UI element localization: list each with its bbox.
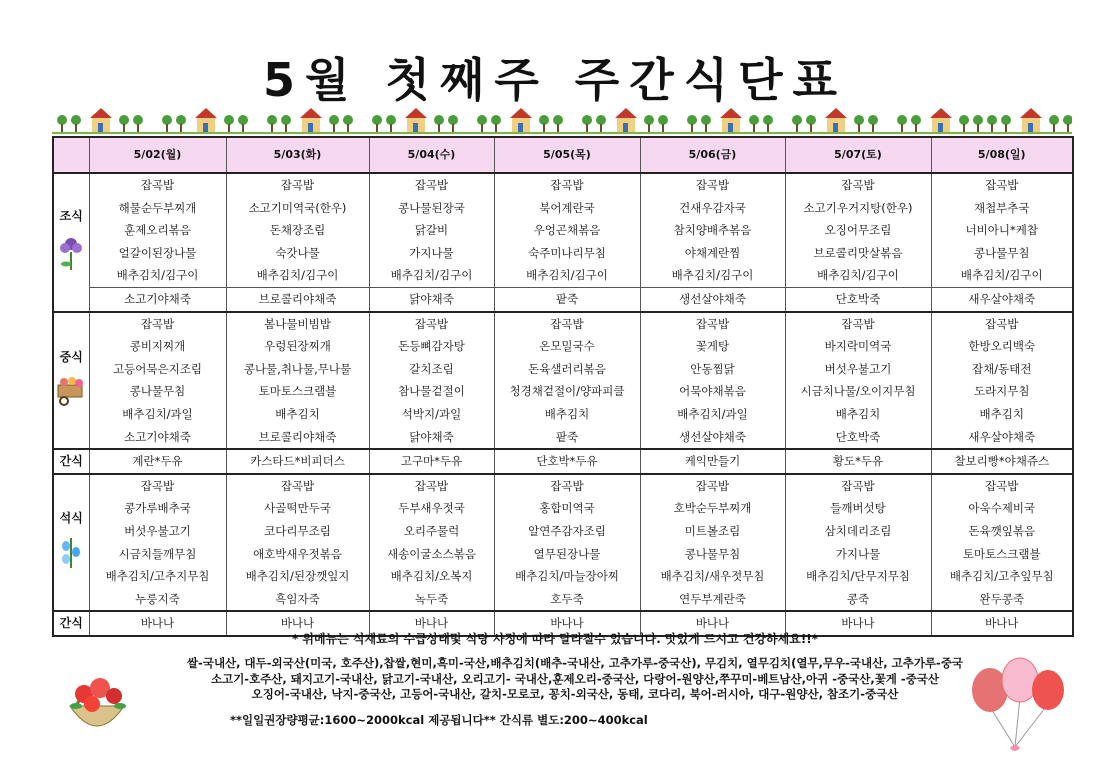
menu-item: 새송이굴소스볶음 — [387, 546, 476, 561]
menu-item: 잡곡밥 — [695, 316, 730, 331]
menu-cell — [785, 449, 931, 474]
day-header: 5/02(월) — [89, 137, 226, 173]
breakfast-row — [53, 173, 1073, 287]
menu-item: 숙주미나리무침 — [528, 245, 606, 260]
menu-item: 잡곡밥 — [841, 178, 875, 192]
breakfast-porridge-row — [53, 287, 1073, 311]
menu-item: 배추김치/새우젓무침 — [660, 569, 765, 584]
menu-cell — [931, 173, 1073, 287]
menu-item: 잡곡밥 — [985, 178, 1019, 192]
menu-item: 흑임자죽 — [275, 591, 320, 606]
origin-line: 소고기-호주산, 돼지고기-국내산, 닭고기-국내산, 오리고기- 국내산,훈제오리-중국산, 다랑어-원양산,쭈꾸미-베트남산,아귀 -중국산,꽃게 -중국산 — [210, 671, 940, 686]
flower-cart-icon — [55, 373, 87, 407]
menu-item: 재첩부추국 — [973, 200, 1030, 215]
menu-item: 잡곡밥 — [550, 178, 584, 192]
menu-cell — [931, 287, 1073, 311]
menu-item: 야채계란찜 — [684, 245, 741, 260]
menu-item: 배추김치/김구이 — [390, 268, 473, 283]
menu-item: 코다리무조림 — [264, 523, 331, 538]
menu-item: 단호박*두유 — [536, 454, 598, 469]
menu-item: 잡곡밥 — [985, 316, 1019, 331]
menu-item: 두부새우젓국 — [398, 501, 465, 516]
menu-item: 배추김치/오복지 — [390, 569, 473, 584]
menu-item: 새우살야채죽 — [968, 429, 1036, 444]
section-label-text: 간식 — [59, 454, 83, 469]
menu-item: 소고기야채죽 — [124, 429, 191, 444]
menu-cell — [931, 449, 1073, 474]
menu-item: 완두콩죽 — [979, 591, 1024, 606]
menu-item: 잡곡밥 — [414, 316, 449, 331]
section-label-text: 중식 — [59, 350, 83, 365]
menu-item: 녹두죽 — [414, 591, 449, 606]
menu-cell — [785, 173, 931, 287]
menu-cell — [640, 474, 785, 612]
menu-item: 봄나물비빔밥 — [264, 316, 331, 331]
menu-item: 잡곡밥 — [140, 478, 175, 493]
menu-item: 배추김치/단무지무침 — [806, 569, 910, 584]
menu-item: 바나나 — [414, 616, 449, 631]
menu-item: 시금치들깨무침 — [118, 546, 197, 561]
violet-icon — [56, 232, 86, 272]
menu-item: 생선살야채죽 — [679, 429, 746, 444]
menu-item: 잡곡밥 — [841, 478, 875, 493]
menu-cell — [226, 449, 369, 474]
menu-item: 참치양배추볶음 — [673, 223, 752, 238]
menu-item: 고구마*두유 — [400, 454, 463, 469]
menu-item: 홍합미역국 — [539, 501, 595, 516]
menu-cell — [931, 312, 1073, 450]
village-decoration — [52, 104, 1072, 134]
menu-cell — [89, 312, 226, 450]
menu-item: 바나나 — [985, 616, 1019, 631]
calorie-info: **일일권장량평균:1600~2000kcal 제공됩니다** 간식류 별도:200~400kcal — [230, 713, 648, 727]
menu-item: 배추김치/김구이 — [671, 268, 754, 283]
menu-item: 누룽지죽 — [135, 591, 180, 606]
menu-cell — [640, 173, 785, 287]
menu-item: 배추김치/과일 — [677, 406, 748, 421]
menu-item: 배추김치 — [275, 406, 320, 421]
section-label-dinner — [53, 474, 89, 612]
menu-cell — [89, 474, 226, 612]
menu-item: 카스타드*비피더스 — [250, 454, 345, 469]
menu-item: 고등어묵은지조림 — [113, 361, 202, 376]
menu-item: 배추김치/고추잎무침 — [949, 569, 1054, 584]
flower-basket-image — [56, 648, 138, 744]
section-label-text: 조식 — [59, 209, 83, 224]
menu-cell — [640, 312, 785, 450]
menu-item: 삼치데리조림 — [824, 523, 892, 538]
menu-item: 바나나 — [841, 616, 875, 631]
menu-item: 시금치나물/오이지무침 — [800, 384, 916, 399]
menu-item: 콩나물된장국 — [398, 200, 465, 215]
menu-item: 잡채/동태전 — [972, 361, 1032, 376]
section-label-text: 석식 — [59, 511, 83, 526]
menu-item: 배추김치/김구이 — [116, 268, 199, 283]
menu-cell — [369, 449, 494, 474]
day-header-row — [53, 137, 1073, 173]
menu-item: 바나나 — [550, 616, 584, 631]
menu-item: 닭야채죽 — [409, 291, 454, 306]
menu-item: 배추김치 — [835, 406, 881, 421]
section-label-breakfast — [53, 173, 89, 312]
day-header: 5/03(화) — [226, 137, 369, 173]
menu-cell — [785, 312, 931, 450]
menu-item: 사골떡만두국 — [264, 501, 331, 516]
day-header: 5/08(일) — [931, 137, 1073, 173]
menu-cell — [226, 173, 369, 287]
menu-item: 건새우감자국 — [679, 200, 746, 215]
menu-item: 잡곡밥 — [550, 478, 584, 493]
menu-item: 잡곡밥 — [140, 178, 175, 192]
menu-item: 돈육깻잎볶음 — [968, 523, 1036, 538]
menu-cell — [89, 287, 226, 311]
menu-item: 잡곡밥 — [414, 178, 449, 192]
menu-item: 돈등뼈감자탕 — [398, 339, 465, 354]
menu-item: 닭야채죽 — [409, 429, 454, 444]
dinner-row — [53, 474, 1073, 612]
menu-item: 버섯우불고기 — [124, 523, 191, 538]
menu-item: 바나나 — [140, 616, 175, 631]
menu-item: 잡곡밥 — [695, 478, 730, 493]
menu-item: 배추김치 — [544, 406, 590, 421]
menu-item: 브로콜리맛살볶음 — [813, 245, 903, 260]
origin-line: 오징어-국내산, 낙지-중국산, 고등어-국내산, 갈치-모로코, 꽁치-외국산, 동태, 코다리, 북어-러시아, 대구-원양산, 참조기-중국산 — [251, 687, 899, 701]
menu-item: 청경채겉절이/양파피클 — [509, 384, 625, 399]
menu-item: 오리주물럭 — [403, 523, 460, 538]
menu-item: 새우살야채죽 — [968, 291, 1036, 306]
menu-item: 소고기야채죽 — [124, 291, 191, 306]
menu-item: 잡곡밥 — [841, 316, 875, 331]
menu-cell — [226, 287, 369, 311]
menu-item: 훈제오리볶음 — [124, 223, 191, 238]
menu-cell — [89, 449, 226, 474]
menu-item: 가지나물 — [835, 546, 881, 561]
menu-item: 잡곡밥 — [695, 178, 730, 192]
menu-item: 닭갈비 — [414, 223, 449, 238]
menu-cell — [494, 287, 640, 311]
menu-item: 콩가루배추국 — [124, 501, 191, 516]
menu-item: 콩나물무침 — [129, 384, 186, 399]
menu-item: 바나나 — [695, 616, 730, 631]
menu-item: 잡곡밥 — [280, 178, 315, 192]
menu-cell — [494, 449, 640, 474]
menu-item: 잡곡밥 — [140, 316, 175, 331]
menu-item: 너비아니*케찹 — [965, 223, 1038, 238]
menu-item: 호박순두부찌개 — [673, 501, 752, 516]
menu-item: 팥죽 — [555, 291, 579, 306]
menu-item: 오징어무조림 — [824, 223, 892, 238]
menu-item: 콩비지찌개 — [129, 339, 186, 354]
menu-item: 배추김치/김구이 — [256, 268, 339, 283]
menu-cell — [494, 312, 640, 450]
menu-item: 잡곡밥 — [414, 478, 449, 493]
menu-cell — [369, 173, 494, 287]
menu-item: 잡곡밥 — [550, 316, 584, 331]
menu-item: 토마토스크램블 — [962, 546, 1041, 561]
menu-item: 어묵야채볶음 — [679, 384, 746, 399]
day-header: 5/04(수) — [369, 137, 494, 173]
menu-item: 온모밀국수 — [539, 339, 595, 354]
menu-change-notice: * 위메뉴는 식재료의 수급상태및 식당 사정에 따라 달라질수 있습니다. 맛있게 드시고 건강하세요!!* — [291, 632, 819, 646]
menu-item: 콩나물,취나물,무나물 — [243, 361, 352, 376]
menu-item: 가지나물 — [409, 245, 454, 260]
menu-item: 브로콜리야채죽 — [258, 429, 337, 444]
menu-item: 황도*두유 — [832, 454, 884, 469]
menu-item: 해물순두부찌개 — [118, 200, 197, 215]
menu-cell — [785, 474, 931, 612]
menu-item: 미트볼조림 — [684, 523, 741, 538]
menu-item: 버섯우불고기 — [824, 361, 892, 376]
menu-item: 브로콜리야채죽 — [258, 291, 337, 306]
menu-item: 숙갓나물 — [275, 245, 320, 260]
menu-item: 찰보리빵*야채쥬스 — [954, 454, 1050, 469]
menu-item: 케익만들기 — [684, 454, 741, 469]
menu-cell — [369, 287, 494, 311]
menu-item: 연두부계란죽 — [679, 591, 746, 606]
menu-item: 배추김치/김구이 — [526, 268, 608, 283]
menu-item: 북어계란국 — [539, 200, 595, 215]
day-header: 5/05(목) — [494, 137, 640, 173]
menu-item: 참나물겉절이 — [398, 384, 465, 399]
menu-item: 석박지/과일 — [401, 406, 462, 421]
menu-cell — [640, 287, 785, 311]
day-header: 5/06(금) — [640, 137, 785, 173]
menu-item: 배추김치/김구이 — [817, 268, 899, 283]
menu-item: 우엉곤채볶음 — [533, 223, 601, 238]
menu-cell — [494, 173, 640, 287]
menu-cell — [369, 312, 494, 450]
menu-item: 바지락미역국 — [824, 339, 892, 354]
menu-item: 배추김치/과일 — [122, 406, 193, 421]
menu-item: 단호박죽 — [835, 291, 881, 306]
menu-item: 잡곡밥 — [985, 478, 1019, 493]
menu-item: 알연주감자조림 — [528, 523, 606, 538]
menu-cell — [785, 287, 931, 311]
menu-item: 잡곡밥 — [280, 478, 315, 493]
menu-item: 들깨버섯탕 — [830, 501, 886, 516]
corner-cell — [53, 137, 89, 173]
origin-info — [150, 656, 1000, 703]
menu-item: 얼갈이된장나물 — [118, 245, 197, 260]
menu-item: 계란*두유 — [132, 454, 183, 469]
menu-item: 배추김치/고추지무침 — [105, 569, 210, 584]
menu-item: 열무된장나물 — [533, 546, 601, 561]
menu-item: 생선살야채죽 — [679, 291, 746, 306]
menu-item: 콩나물무침 — [973, 245, 1030, 260]
lunch-row — [53, 312, 1073, 450]
day-header: 5/07(토) — [785, 137, 931, 173]
menu-item: 배추김치/김구이 — [960, 268, 1043, 283]
menu-cell — [640, 449, 785, 474]
menu-item: 배추김치/된장깻잎지 — [245, 569, 350, 584]
menu-item: 꽃게탕 — [695, 339, 730, 354]
snack-row — [53, 449, 1073, 474]
menu-item: 소고기미역국(한우) — [248, 200, 347, 215]
menu-item: 콩나물무침 — [684, 546, 741, 561]
menu-item: 호두죽 — [550, 591, 584, 606]
menu-item: 단호박죽 — [835, 429, 881, 444]
menu-item: 갈치조림 — [409, 361, 454, 376]
menu-item: 안동찜닭 — [690, 361, 735, 376]
menu-item: 애호박새우젓볶음 — [253, 546, 342, 561]
menu-cell — [89, 173, 226, 287]
menu-item: 우렁된장찌개 — [264, 339, 331, 354]
menu-item: 소고기우거지탕(한우) — [803, 200, 913, 215]
menu-item: 돈채장조림 — [269, 223, 326, 238]
menu-item: 바나나 — [280, 616, 315, 631]
balloons-image — [960, 652, 1070, 762]
menu-item: 토마토스크램블 — [258, 384, 337, 399]
menu-cell — [931, 474, 1073, 612]
menu-item: 배추김치/마늘장아찌 — [515, 569, 619, 584]
section-label-snack — [53, 449, 89, 474]
menu-item: 팥죽 — [555, 429, 579, 444]
menu-cell — [369, 474, 494, 612]
bluebell-icon — [56, 534, 86, 570]
menu-item: 한방오리백숙 — [968, 339, 1036, 354]
origin-line: 쌀-국내산, 대두-외국산(미국, 호주산),찹쌀,현미,흑미-국산,배추김치(배추-국내산, 고추가루-중국산), 무김치, 열무김치(열무,무우-국내산, 고추가루-중국 — [186, 656, 964, 670]
weekly-menu-table — [52, 136, 1074, 637]
menu-item: 도라지무침 — [973, 384, 1030, 399]
menu-item: 콩죽 — [846, 591, 870, 606]
menu-item: 배추김치 — [979, 406, 1024, 421]
menu-item: 돈육샐러리볶음 — [528, 361, 606, 376]
menu-item: 아욱수제비국 — [968, 501, 1036, 516]
menu-cell — [226, 312, 369, 450]
menu-cell — [226, 474, 369, 612]
section-label-text: 간식 — [59, 616, 83, 631]
menu-cell — [494, 474, 640, 612]
section-label-lunch — [53, 312, 89, 450]
page-title: 5월 첫째주 주간식단표 — [263, 53, 847, 107]
